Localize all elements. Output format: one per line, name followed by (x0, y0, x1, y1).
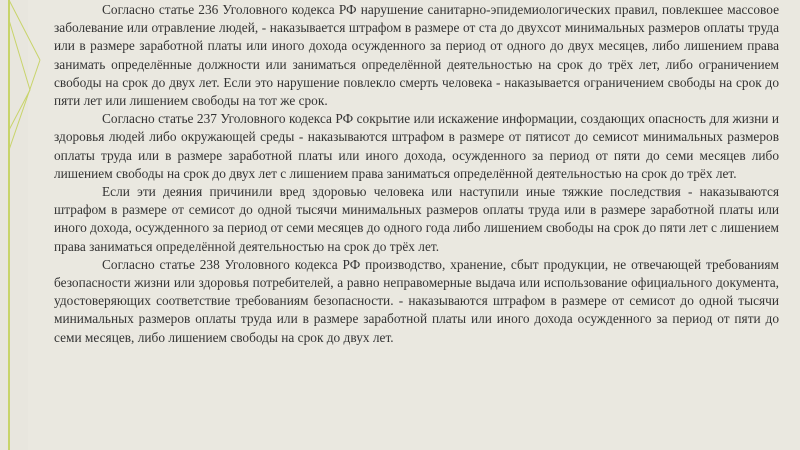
paragraph-article-236: Согласно статье 236 Уголовного кодекса РФ нарушение санитарно-эпидемиологических правил, повлекшее массовое заболевание или отравление людей, - наказывается штрафом в размере от ста до двухсот минимальных размеров оплаты труда или в размере заработной платы или иного дохода осужденного за период от одного до двух месяцев, либо лишением права занимать определённые должности или заниматься определённой деятельностью на срок до трёх лет, либо ограничением свободы на срок до двух лет. Если это нарушение повлекло смерть человека - наказывается ограничением свободы на срок до пяти лет или лишением свободы на тот же срок. (54, 2, 779, 109)
paragraph-article-238: Согласно статье 238 Уголовного кодекса РФ производство, хранение, сбыт продукции, не отвечающей требованиям безопасности жизни или здоровья потребителей, а равно неправомерные выдача или использование официального документа, удостоверяющих соответствие требованиям безопасности. - наказываются штрафом в размере от семисот до одной тысячи минимальных размеров оплаты труда или в размере заработной платы или иного дохода осужденного за период от пяти до семи месяцев, либо лишением свободы на срок до двух лет. (54, 256, 779, 345)
decorative-lines-graphic (0, 0, 60, 450)
document-body (54, 0, 779, 450)
paragraph-aggravating-consequences: Если эти деяния причинили вред здоровью человека или наступили иные тяжкие последствия - наказываются штрафом в размере от семисот до одной тысячи минимальных размеров оплаты труда или в размере заработной платы или иного дохода, осужденного за период от семи месяцев до одного года либо лишением свободы на срок до пяти лет с лишением права заниматься определённой деятельностью на срок до трёх лет. (54, 184, 779, 254)
paragraph-article-237: Согласно статье 237 Уголовного кодекса РФ сокрытие или искажение информации, создающих опасность для жизни и здоровья людей либо окружающей среды - наказываются штрафом в размере от пятисот до семисот минимальных размеров оплаты труда или в размере заработной платы или иного дохода, осужденного за период от пяти до семи месяцев либо лишением свободы на срок до двух лет с лишением права заниматься определённой деятельностью на срок до трёх лет. (54, 111, 779, 181)
